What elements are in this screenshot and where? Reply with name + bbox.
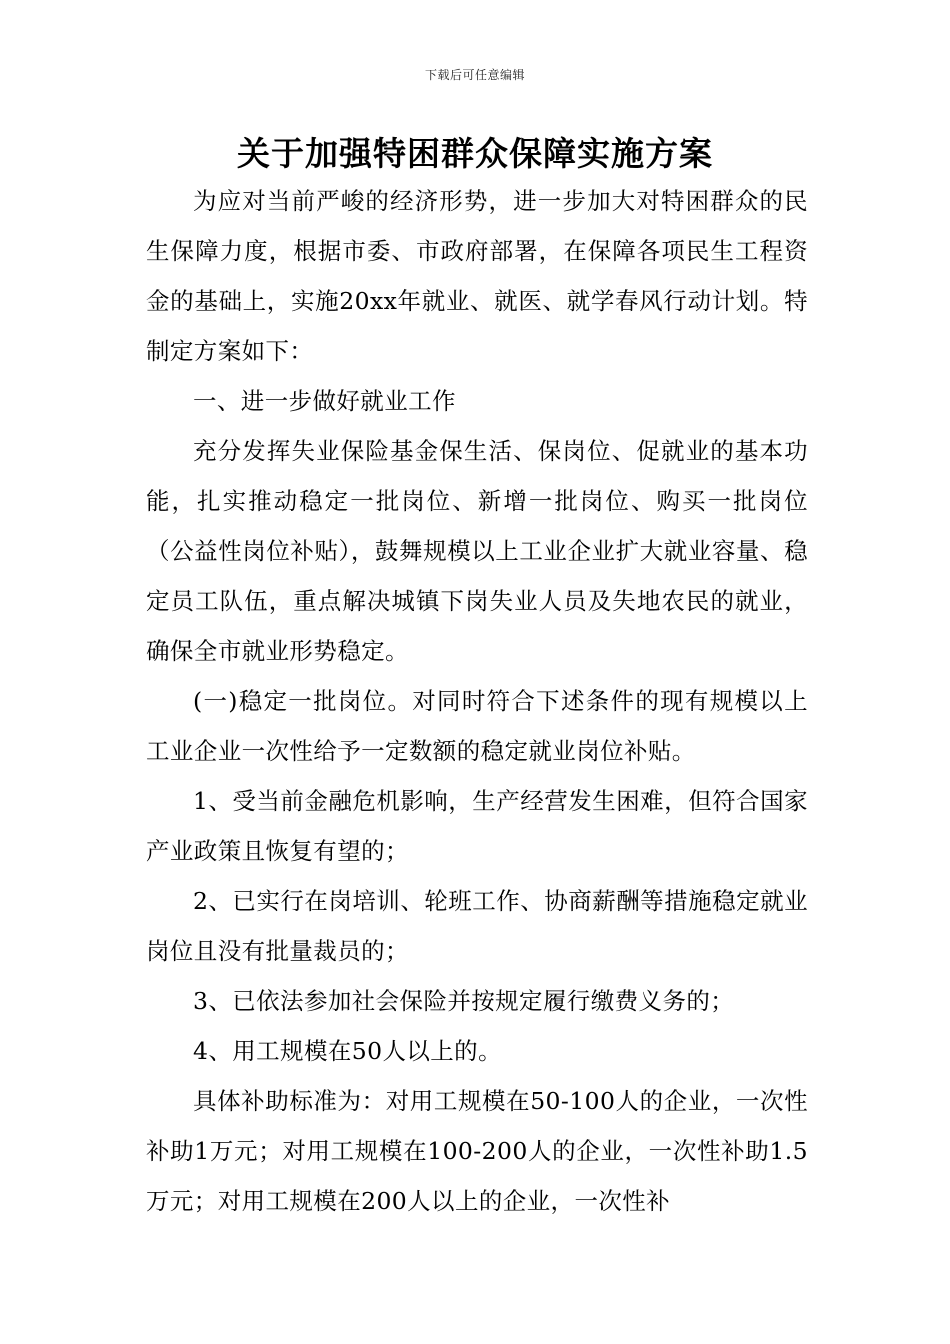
condition-item-2: 2、已实行在岗培训、轮班工作、协商薪酬等措施稳定就业岗位且没有批量裁员的； [146,887,808,965]
document-body [146,176,808,1226]
document-title: 关于加强特困群众保障实施方案 [237,134,713,173]
paragraph-employment: 充分发挥失业保险基金保生活、保岗位、促就业的基本功能，扎实推动稳定一批岗位、新增一批岗位、购买一批岗位（公益性岗位补贴），鼓舞规模以上工业企业扩大就业容量、稳定员工队伍，重点解决城镇下岗失业人员及失地农民的就业，确保全市就业形势稳定。 [146,437,808,665]
condition-item-1: 1、受当前金融危机影响，生产经营发生困难，但符合国家产业政策且恢复有望的； [146,787,808,865]
condition-item-4: 4、用工规模在50人以上的。 [193,1037,502,1065]
section-heading-employment: 一、进一步做好就业工作 [193,387,456,415]
paragraph-stabilize-jobs: (一)稳定一批岗位。对同时符合下述条件的现有规模以上工业企业一次性给予一定数额的稳定就业岗位补贴。 [146,687,808,765]
paragraph-subsidy-standard: 具体补助标准为：对用工规模在50-100人的企业，一次性补助1万元；对用工规模在100-200人的企业，一次性补助1.5万元；对用工规模在200人以上的企业，一次性补 [146,1087,808,1215]
header-note: 下载后可任意编辑 [424,68,525,82]
condition-item-3: 3、已依法参加社会保险并按规定履行缴费义务的； [193,987,735,1015]
paragraph-intro: 为应对当前严峻的经济形势，进一步加大对特困群众的民生保障力度，根据市委、市政府部署，在保障各项民生工程资金的基础上，实施20xx年就业、就医、就学春风行动计划。特制定方案如下： [146,187,808,365]
